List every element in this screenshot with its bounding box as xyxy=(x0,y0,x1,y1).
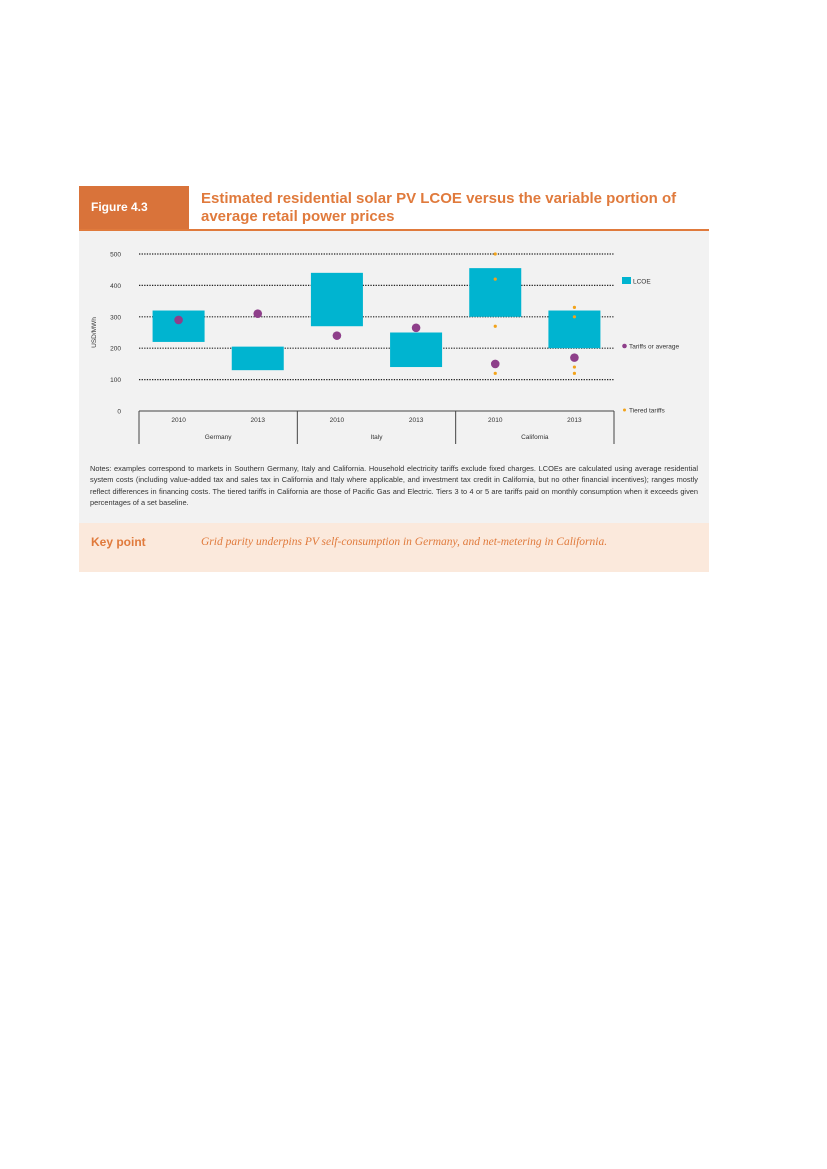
tariff-point xyxy=(491,360,500,369)
tier-point xyxy=(573,315,576,318)
lcoe-box xyxy=(390,333,442,368)
legend-lcoe-label: LCOE xyxy=(633,278,651,286)
x-tick-label: 2013 xyxy=(250,417,265,424)
tier-point xyxy=(494,252,497,255)
tariff-point xyxy=(333,331,342,340)
y-axis-label: USD/MWh xyxy=(91,317,98,348)
tier-point xyxy=(494,372,497,375)
lcoe-box xyxy=(153,311,205,342)
tier-point xyxy=(494,278,497,281)
group-label: California xyxy=(521,434,549,441)
figure-title: Estimated residential solar PV LCOE versus the variable portion of average retail power prices xyxy=(201,190,677,225)
group-label: Italy xyxy=(370,434,383,441)
key-point-text: Grid parity underpins PV self-consumption in Germany, and net-metering in California. xyxy=(201,536,608,548)
y-tick-label: 300 xyxy=(110,314,121,322)
legend-tariff-swatch xyxy=(622,344,627,349)
grid-layer xyxy=(139,254,614,380)
y-tick-label: 400 xyxy=(110,282,121,290)
notes-section xyxy=(79,451,709,523)
lcoe-boxes xyxy=(153,268,601,370)
tariff-point xyxy=(570,353,579,362)
tier-point xyxy=(573,372,576,375)
x-tick-label: 2010 xyxy=(488,417,503,424)
tariff-point xyxy=(174,316,183,325)
x-tick-label: 2013 xyxy=(408,417,424,424)
legend-tier-swatch xyxy=(623,409,626,412)
lcoe-box xyxy=(232,347,284,371)
notes-text: Notes: examples correspond to markets in Southern Germany, Italy and California. Household electricity tariffs exclude fixed charges. LCOEs are calculated using average residential system costs (including value-added tax and sales tax in California and Italy where applicable, and investment tax credit in California, but no other financial incentives); ranges mostly reflect differences in financing costs. The tiered tariffs in California are those of Pacific Gas and Electric. Tiers 3 to 4 or 5 are tariffs paid on monthly consumption when it exceeds given percentages of a set baseline. xyxy=(90,464,698,507)
tariff-point xyxy=(253,309,262,318)
figure-header xyxy=(79,186,709,230)
legend-lcoe-swatch xyxy=(622,277,631,284)
chart-area xyxy=(79,231,709,451)
x-tick-label: 2010 xyxy=(171,417,186,424)
y-tick-label: 100 xyxy=(110,377,121,385)
figure xyxy=(79,186,709,572)
y-tick-label: 200 xyxy=(110,345,121,353)
group-label: Germany xyxy=(204,434,232,441)
key-point-section xyxy=(79,523,709,572)
tier-point xyxy=(494,325,497,328)
legend-tier-label: Tiered tariffs xyxy=(629,407,665,415)
lcoe-box xyxy=(469,268,521,317)
legend xyxy=(622,277,679,415)
key-point-label: Key point xyxy=(91,535,146,549)
x-tick-label: 2013 xyxy=(567,417,582,424)
tier-point xyxy=(573,306,576,309)
tariff-point xyxy=(412,323,421,332)
y-tick-label: 0 xyxy=(117,408,121,416)
lcoe-box xyxy=(311,273,363,326)
y-tick-label: 500 xyxy=(110,251,121,259)
legend-tariff-label: Tariffs or average xyxy=(629,343,680,351)
chart xyxy=(79,231,709,451)
x-tick-label: 2010 xyxy=(329,417,345,424)
figure-label: Figure 4.3 xyxy=(79,186,189,229)
tier-point xyxy=(573,365,576,368)
